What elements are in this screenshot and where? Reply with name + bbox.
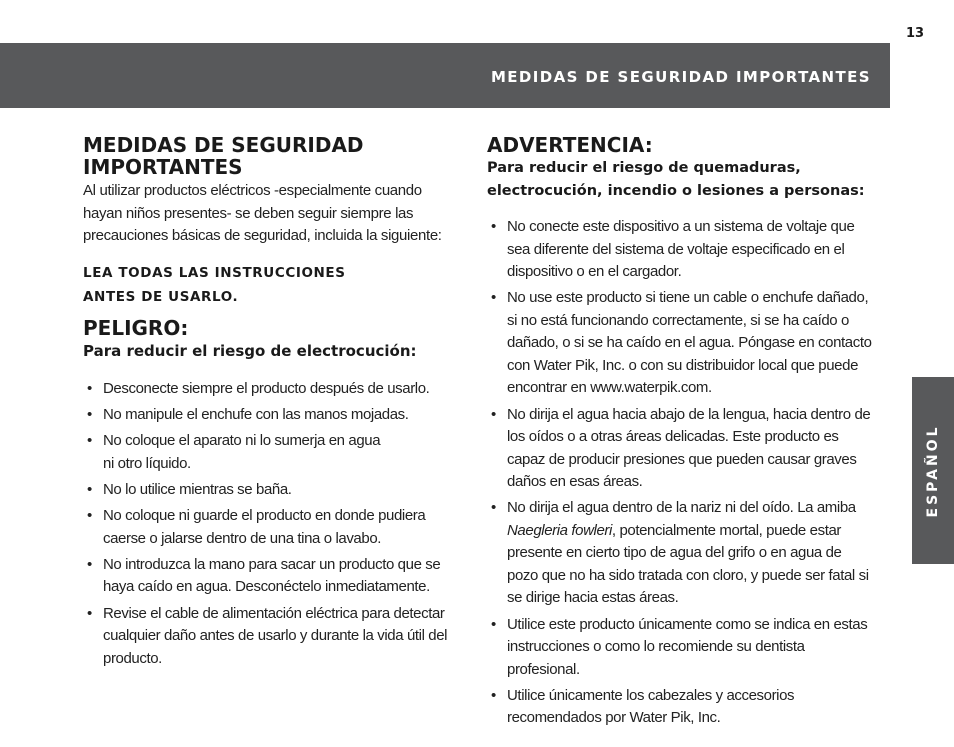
list-item: • Revise el cable de alimentación eléctrica para detectar cualquier daño antes de usarlo y durante la vida útil del producto.: [83, 603, 453, 671]
read-instructions-note: [83, 261, 468, 309]
language-tab: [912, 377, 954, 564]
list-item: • Utilice este producto únicamente como se indica en estas instrucciones o como lo recomiende su dentista profesional.: [487, 614, 873, 682]
page-number: 13: [906, 26, 925, 41]
list-item: • No lo utilice mientras se baña.: [83, 479, 453, 502]
read-instructions-line-2: ANTES DE USARLO.: [83, 288, 239, 305]
list-item: • No conecte este dispositivo a un sistema de voltaje que sea diferente del sistema de voltaje especificado en el dispositivo o en el cargador.: [487, 216, 873, 284]
danger-subtitle: Para reducir el riesgo de electrocución:: [83, 341, 417, 360]
danger-list: [83, 378, 453, 671]
warning-list: [487, 216, 873, 730]
list-item: • Desconecte siempre el producto después de usarlo.: [83, 378, 453, 401]
list-item: • Utilice únicamente los cabezales y accesorios recomendados por Water Pik, Inc.: [487, 685, 873, 730]
left-column: [83, 134, 468, 674]
language-tab-label: ESPAÑOL: [925, 424, 941, 517]
list-item-text: , potencialmente mortal, puede estar presente en cierto tipo de agua del grifo o en agua de pozo que no ha sido tratada con cloro, y puede ser fatal si se dirige hacia estas áreas.: [507, 521, 869, 607]
list-item-text: No dirija el agua dentro de la nariz ni del oído. La amiba: [507, 499, 856, 517]
header-band: [0, 43, 890, 108]
list-item: • No use este producto si tiene un cable o enchufe dañado, si no está funcionando correctamente, si se ha caído o dañado, o si se ha caído en el agua. Póngase en contacto con Water Pik, Inc. o con su distribuidor local que puede encontrar en www.waterpik.com.: [487, 287, 873, 400]
list-item: • No manipule el enchufe con las manos mojadas.: [83, 404, 453, 427]
read-instructions-line-1: LEA TODAS LAS INSTRUCCIONES: [83, 264, 346, 281]
warning-subtitle: Para reducir el riesgo de quemaduras, electrocución, incendio o lesiones a personas:: [487, 160, 865, 199]
danger-title: PELIGRO:: [83, 315, 189, 340]
list-item: [487, 497, 873, 610]
list-item: • No introduzca la mano para sacar un producto que se haya caído en agua. Desconéctelo inmediatamente.: [83, 554, 453, 599]
list-item: • No dirija el agua hacia abajo de la lengua, hacia dentro de los oídos o a otras áreas delicadas. Este producto es capaz de producir presiones que pueden causar graves daños en esas áreas.: [487, 404, 873, 494]
warning-title: ADVERTENCIA:: [487, 133, 653, 157]
list-item: • No coloque ni guarde el producto en donde pudiera caerse o jalarse dentro de una tina o lavabo.: [83, 505, 453, 550]
safety-heading: MEDIDAS DE SEGURIDAD IMPORTANTES: [83, 133, 364, 179]
header-title: MEDIDAS DE SEGURIDAD IMPORTANTES: [490, 68, 871, 86]
organism-name: Naegleria fowleri: [507, 521, 612, 539]
list-item: • No coloque el aparato ni lo sumerja en agua ni otro líquido.: [83, 430, 393, 475]
right-column: [487, 134, 879, 734]
intro-paragraph: Al utilizar productos eléctricos -especialmente cuando hayan niños presentes- se deben seguir siempre las precauciones básicas de seguridad, incluida la siguiente:: [83, 182, 442, 244]
